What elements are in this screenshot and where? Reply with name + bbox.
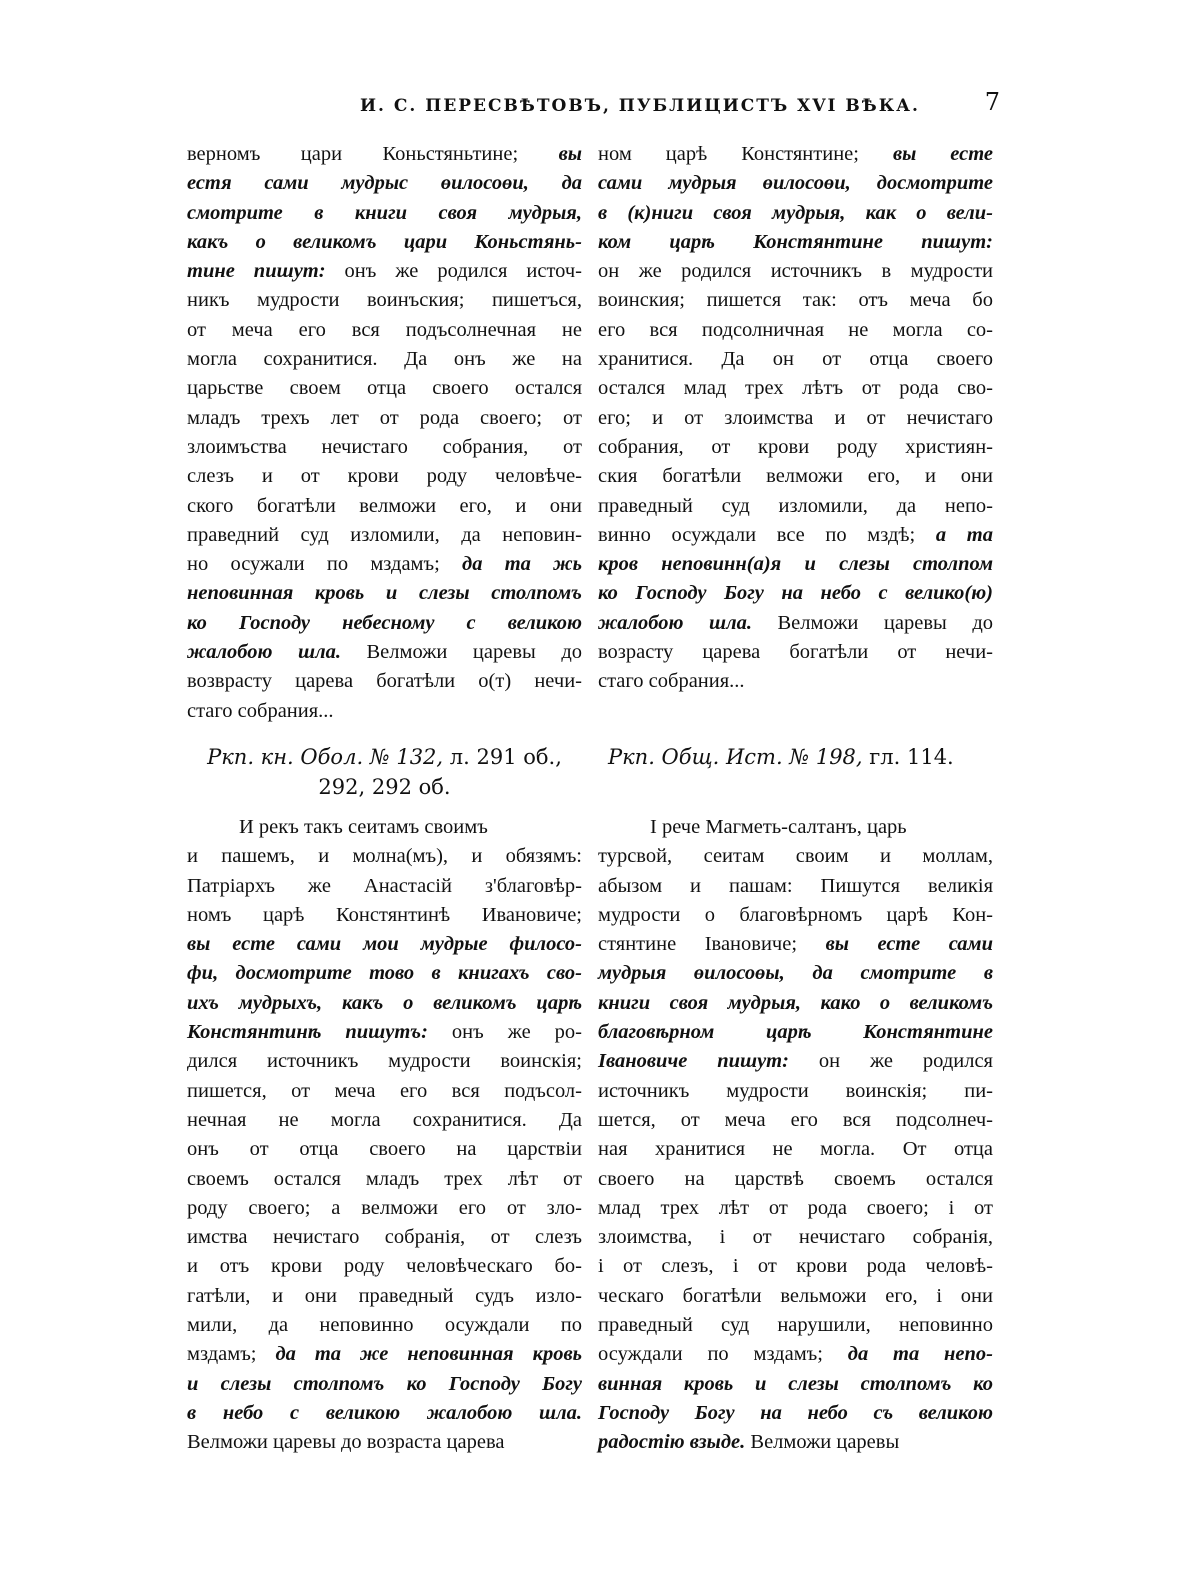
text-line (187, 1311, 582, 1340)
running-title: И. С. ПЕРЕСВѢТОВЪ, ПУБЛИЦИСТЪ XVI ВѢКА. (360, 96, 920, 116)
text-line (598, 1428, 993, 1457)
text-line (598, 959, 993, 988)
text-line (598, 813, 993, 842)
text-line (187, 228, 582, 257)
text-line (187, 286, 582, 315)
italic-quote: да та жь (462, 553, 582, 576)
text-line (187, 930, 582, 959)
text-line (598, 286, 993, 315)
text-run: источникъ мудрости воинскія; пи- (598, 1079, 993, 1102)
italic-quote: неповинная кровь и слезы столпомъ (187, 582, 582, 605)
text-line (598, 667, 993, 696)
text-run: праведний суд изломили, да неповин- (187, 523, 582, 546)
text-line (598, 989, 993, 1018)
text-run: мили, да неповинно осуждали по (187, 1314, 582, 1337)
text-line (187, 989, 582, 1018)
text-run: гатѣли, и они праведный судъ изло- (187, 1284, 582, 1307)
text-run: Велможи царевы (745, 1431, 900, 1454)
text-run: его вся подсолничная не могла со- (598, 318, 993, 341)
text-run: но осужали по мздамъ; (187, 553, 463, 576)
text-line (187, 638, 582, 667)
text-line (598, 872, 993, 901)
text-line (187, 1106, 582, 1135)
column-right-top (598, 140, 993, 697)
text-line (187, 462, 582, 491)
text-line (598, 1194, 993, 1223)
text-line (187, 1135, 582, 1164)
text-line (598, 1018, 993, 1047)
text-line (187, 316, 582, 345)
text-line (598, 345, 993, 374)
text-line (187, 1370, 582, 1399)
text-run: шется, от меча его вся подсолнеч- (598, 1108, 993, 1131)
text-line (187, 140, 582, 169)
text-line (598, 374, 993, 403)
text-line (598, 638, 993, 667)
text-line (187, 1428, 582, 1457)
text-run: пишется, от меча его вся подъсол- (187, 1079, 582, 1102)
text-line (598, 1047, 993, 1076)
text-run: он же родился (788, 1050, 993, 1073)
text-line (187, 404, 582, 433)
text-line (187, 1399, 582, 1428)
text-line (598, 228, 993, 257)
text-line (598, 1077, 993, 1106)
text-run: онъ же ро- (427, 1021, 582, 1044)
text-line (598, 1282, 993, 1311)
text-run: он же родился источникъ в мудрости (598, 260, 993, 283)
text-run: слезъ и от крови роду человѣче- (187, 465, 582, 488)
text-run: ския богатѣли велможи его, и они (598, 465, 993, 488)
text-line (598, 521, 993, 550)
source-right-title: Ркп. Общ. Ист. № 198, (608, 745, 863, 769)
text-run: никъ мудрости воинъския; пишетъся, (187, 289, 582, 312)
text-run: ная хранитися не могла. От отца (598, 1138, 993, 1161)
text-line (598, 930, 993, 959)
text-run: праведный суд нарушили, неповинно (598, 1314, 993, 1337)
text-run: онъ от отца своего на царствіи (187, 1138, 582, 1161)
italic-quote: благовѣрном царѣ Констянтине (598, 1021, 993, 1044)
text-line (187, 433, 582, 462)
text-line (187, 1252, 582, 1281)
text-run: мудрости о благовѣрномъ царѣ Кон- (598, 903, 993, 926)
italic-quote: естя сами мудрыс өилосоөи, да (187, 172, 582, 195)
text-line (598, 316, 993, 345)
text-line (187, 579, 582, 608)
text-run: остался млад трех лѣтъ от рода сво- (598, 377, 993, 400)
text-line (187, 609, 582, 638)
italic-quote: Івановиче пишут: (598, 1050, 789, 1073)
text-line (598, 1252, 993, 1281)
text-line (598, 1106, 993, 1135)
text-line (187, 959, 582, 988)
text-line (187, 1047, 582, 1076)
italic-quote: книги своя мудрыя, како о великомъ (598, 991, 993, 1014)
text-line (598, 492, 993, 521)
text-run: могла сохранитися. Да онъ же на (187, 348, 582, 371)
italic-quote: ком царѣ Констянтине пишут: (598, 230, 993, 253)
text-run: и пашемъ, и молна(мъ), и обязямъ: (187, 845, 582, 868)
source-citation-right (598, 742, 1003, 772)
page-number: 7 (984, 88, 1000, 116)
source-left-folio: л. 291 об., (443, 745, 562, 769)
text-run: его; и от злоимства и от нечистаго (598, 406, 993, 429)
italic-quote: да та непо- (847, 1343, 993, 1366)
text-line (187, 550, 582, 579)
text-run: возврасту царева богатѣли о(т) нечи- (187, 670, 582, 693)
text-run: дился источникъ мудрости воинскія; (187, 1050, 582, 1073)
text-run: І рече Магметь-салтанъ, царь (650, 816, 907, 838)
text-run: воинския; пишется так: отъ меча бо (598, 289, 993, 312)
text-line (598, 579, 993, 608)
text-run: и отъ крови роду человѣческаго бо- (187, 1255, 582, 1278)
text-line (598, 609, 993, 638)
text-run: Велможи царевы до (340, 641, 582, 664)
text-run: роду своего; а велможи его от зло- (187, 1196, 582, 1219)
italic-quote: мудрыя өилосоөы, да смотрите в (598, 962, 993, 985)
italic-quote: а та (935, 523, 993, 546)
running-header (190, 88, 1000, 124)
italic-quote: и слезы столпомъ ко Господу Богу (187, 1372, 582, 1395)
text-run: винно осуждали все по мздѣ; (598, 523, 936, 546)
text-line (187, 697, 582, 726)
text-run: собрания, от крови роду християн- (598, 435, 993, 458)
italic-quote: радостію взыде. (598, 1431, 746, 1454)
italic-quote: вы есте (892, 143, 993, 165)
italic-quote: тине пишут: (187, 260, 326, 283)
text-run: онъ же родился источ- (325, 260, 582, 283)
italic-quote: в небо с великою жалобою шла. (187, 1401, 582, 1424)
text-line (187, 1077, 582, 1106)
text-line (187, 901, 582, 930)
text-run: млад трех лѣт от рода своего; і от (598, 1196, 993, 1219)
text-run: і от слезъ, і от крови рода человѣ- (598, 1255, 993, 1278)
text-run: Велможи царевы до (751, 611, 993, 634)
text-run: имства нечистаго собранія, от слезъ (187, 1226, 582, 1249)
italic-quote: фи, досмотрите тово в книгахъ сво- (187, 962, 582, 985)
text-run: абызом и пашам: Пишутся великія (598, 874, 993, 897)
italic-quote: ко Господу Богу на небо с велико(ю) (598, 582, 993, 605)
text-line (187, 169, 582, 198)
italic-quote: вы (558, 143, 582, 165)
italic-quote: ихъ мудрыхъ, какъ о великомъ царѣ (187, 991, 582, 1014)
text-run: И рекъ такъ сеитамъ своимъ (239, 816, 488, 838)
italic-quote: Констянтинѣ пишутъ: (187, 1021, 428, 1044)
italic-quote: винная кровь и слезы столпомъ ко (598, 1372, 993, 1395)
text-line (598, 199, 993, 228)
text-line (598, 433, 993, 462)
text-run: осуждали по мздамъ; (598, 1343, 848, 1366)
italic-quote: сами мудрыя өилосоөи, досмотрите (598, 172, 993, 195)
text-line (187, 345, 582, 374)
text-run: турсвой, сеитам своим и моллам, (598, 845, 993, 868)
text-run: стаго собрания... (187, 699, 334, 722)
text-run: номъ царѣ Констянтинѣ Ивановиче; (187, 903, 582, 926)
text-line (598, 257, 993, 286)
text-line (187, 872, 582, 901)
text-line (187, 374, 582, 403)
text-line (187, 842, 582, 871)
text-run: нечная не могла сохранитися. Да (187, 1108, 582, 1131)
text-run: злоимъства нечистаго собрания, от (187, 435, 582, 458)
text-run: ном царѣ Констянтине; (598, 143, 893, 165)
italic-quote: жалобою шла. (187, 641, 341, 664)
text-run: праведный суд изломили, да непо- (598, 494, 993, 517)
text-run: мздамъ; (187, 1343, 276, 1366)
text-line (187, 813, 582, 842)
column-left-top (187, 140, 582, 726)
text-run: хранитися. Да он от отца своего (598, 348, 993, 371)
text-line (598, 169, 993, 198)
italic-quote: Господу Богу на небо съ великою (598, 1401, 993, 1424)
text-line (598, 901, 993, 930)
text-line (598, 1165, 993, 1194)
italic-quote: кров неповинн(а)я и слезы столпом (598, 553, 993, 576)
text-run: ческаго богатѣли вельможи его, і они (598, 1284, 993, 1307)
text-run: младъ трехъ лет от рода своего; от (187, 406, 582, 429)
text-run: своего на царствѣ своемъ остался (598, 1167, 993, 1190)
text-run: стянтине Івановиче; (598, 933, 826, 956)
text-line (598, 404, 993, 433)
text-line (598, 1223, 993, 1252)
source-left-title: Ркп. кн. Обол. № 132, (207, 745, 444, 769)
text-line (598, 1370, 993, 1399)
italic-quote: вы есте сами (825, 933, 993, 956)
text-line (187, 667, 582, 696)
italic-quote: жалобою шла. (598, 611, 752, 634)
text-line (187, 1018, 582, 1047)
text-line (187, 199, 582, 228)
text-line (598, 140, 993, 169)
source-citation-left (187, 742, 582, 802)
text-run: стаго собрания... (598, 670, 745, 693)
column-right-bottom (598, 813, 993, 1458)
text-run: злоимства, і от нечистаго собранія, (598, 1226, 993, 1249)
text-line (598, 1135, 993, 1164)
italic-quote: вы есте сами мои мудрые филосо- (187, 933, 582, 956)
text-run: Велможи царевы до возраста царева (187, 1431, 505, 1454)
text-line (187, 1282, 582, 1311)
text-line (598, 462, 993, 491)
text-line (598, 1340, 993, 1369)
text-run: от меча его вся подъсолнечная не (187, 318, 582, 341)
text-line (187, 1340, 582, 1369)
italic-quote: какъ о великомъ цари Коньстянь- (187, 230, 582, 253)
source-right-chapter: гл. 114. (862, 745, 954, 769)
text-line (598, 550, 993, 579)
text-run: верномъ цари Коньстяньтине; (187, 143, 559, 165)
italic-quote: смотрите в книги своя мудрыя, (187, 201, 582, 224)
text-line (598, 1399, 993, 1428)
text-line (187, 492, 582, 521)
text-run: Патріархъ же Анастасій з'благовѣр- (187, 874, 582, 897)
text-line (187, 1165, 582, 1194)
italic-quote: да та же неповинная кровь (275, 1343, 582, 1366)
italic-quote: ко Господу небесному с великою (187, 611, 582, 634)
text-run: царьстве своем отца своего остался (187, 377, 582, 400)
text-run: ского богатѣли велможи его, и они (187, 494, 582, 517)
text-line (598, 1311, 993, 1340)
italic-quote: в (к)ниги своя мудрыя, как о вели- (598, 201, 993, 224)
text-line (187, 1223, 582, 1252)
source-left-folio-cont: 292, 292 об. (318, 775, 451, 799)
text-line (598, 842, 993, 871)
text-line (187, 1194, 582, 1223)
column-left-bottom (187, 813, 582, 1458)
text-line (187, 257, 582, 286)
text-run: своемъ остался младъ трех лѣт от (187, 1167, 582, 1190)
text-line (187, 521, 582, 550)
text-run: возрасту царева богатѣли от нечи- (598, 641, 993, 664)
